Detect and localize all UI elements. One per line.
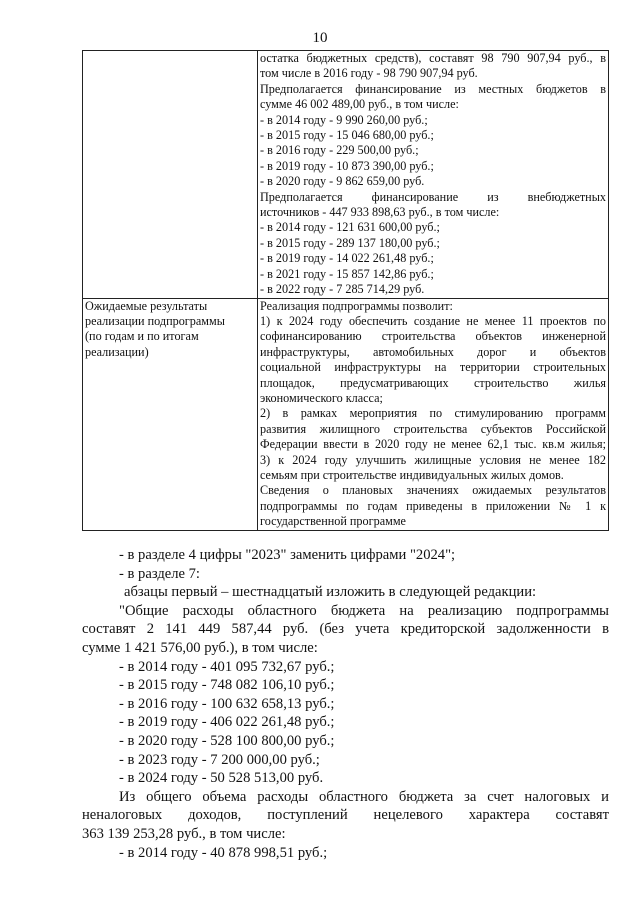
document-body <box>82 546 609 862</box>
text-line: сумме 46 002 489,00 руб., в том числе: <box>260 97 459 112</box>
table-cell-left <box>83 298 258 530</box>
text-line: Реализация подпрограммы позволит: <box>260 298 453 313</box>
text-line: экономического класса; <box>260 390 383 405</box>
text-line: - в 2024 году - 50 528 513,00 руб. <box>119 770 324 787</box>
text-line: - в 2014 году - 40 878 998,51 руб.; <box>119 844 328 861</box>
text-line: 3) к 2024 году улучшить жилищные условия не менее 182 <box>260 452 606 467</box>
text-line: том числе в 2016 году - 98 790 907,94 руб. <box>260 66 478 81</box>
text-line: "Общие расходы областного бюджета на реализацию подпрограммы <box>119 602 609 619</box>
text-line: - в 2023 году - 7 200 000,00 руб.; <box>119 751 320 768</box>
text-line: инфраструктуры, автомобильных дорог и объектов <box>260 344 606 359</box>
text-line: - в 2014 году - 121 631 600,00 руб.; <box>260 220 440 235</box>
text-line: - в 2020 году - 9 862 659,00 руб. <box>260 174 425 189</box>
text-line: - в 2019 году - 406 022 261,48 руб.; <box>119 714 335 731</box>
text-line: - в 2015 году - 289 137 180,00 руб.; <box>260 235 440 250</box>
text-line: реализации) <box>85 344 149 359</box>
text-line: абзацы первый – шестнадцатый изложить в следующей редакции: <box>124 584 537 601</box>
text-line: - в 2015 году - 15 046 680,00 руб.; <box>260 128 434 143</box>
text-line: - в 2016 году - 100 632 658,13 руб.; <box>119 695 335 712</box>
table-cell-right <box>258 51 609 299</box>
text-line: - в 2016 году - 229 500,00 руб.; <box>260 143 419 158</box>
text-line: - в 2020 году - 528 100 800,00 руб.; <box>119 732 335 749</box>
text-line: семьям при строительстве индивидуальных жилых домов. <box>260 467 564 482</box>
text-line: сумме 1 421 576,00 руб.), в том числе: <box>82 639 318 656</box>
text-line: - в 2019 году - 10 873 390,00 руб.; <box>260 158 434 173</box>
text-line: Ожидаемые результаты <box>85 298 208 313</box>
text-line: неналоговых доходов, поступлений нецелевого характера составят <box>82 807 609 824</box>
table-cell-right <box>258 298 609 530</box>
text-line: - в 2021 году - 15 857 142,86 руб.; <box>260 266 434 281</box>
text-line: (по годам и по итогам <box>85 329 199 344</box>
text-line: 2) в рамках мероприятия по стимулированию программ <box>260 406 606 421</box>
table-row <box>83 51 609 299</box>
text-line: составят 2 141 449 587,44 руб. (без учета кредиторской задолженности в <box>82 621 609 638</box>
text-line: Сведения о плановых значениях ожидаемых результатов <box>260 483 606 498</box>
text-line: 363 139 253,28 руб., в том числе: <box>82 825 286 842</box>
text-line: подпрограммы по годам приведены в приложении № 1 к <box>260 498 606 513</box>
text-line: Предполагается финансирование из внебюджетных <box>260 189 606 204</box>
text-line: - в разделе 4 цифры "2023" заменить цифрами "2024"; <box>119 547 456 563</box>
text-line: - в 2014 году - 9 990 260,00 руб.; <box>260 112 428 127</box>
text-line: остатка бюджетных средств), составят 98 790 907,94 руб., в <box>260 51 606 65</box>
text-line: развития жилищного строительства субъектов Российской <box>260 421 606 436</box>
text-line: государственной программе <box>260 514 406 529</box>
text-line: - в 2014 году - 401 095 732,67 руб.; <box>119 658 335 675</box>
text-line: - в 2022 году - 7 285 714,29 руб. <box>260 282 425 297</box>
text-line: Предполагается финансирование из местных бюджетов в <box>260 81 606 96</box>
text-line: - в разделе 7: <box>119 565 200 582</box>
page-number: 10 <box>312 30 328 46</box>
text-line: - в 2019 году - 14 022 261,48 руб.; <box>260 251 434 266</box>
text-line: площадок, предусматривающих строительство жилья <box>260 375 606 390</box>
text-line: Из общего объема расходы областного бюджета за счет налоговых и <box>119 788 609 805</box>
table-row <box>83 298 609 530</box>
passport-table <box>82 50 609 531</box>
text-line: - в 2015 году - 748 082 106,10 руб.; <box>119 677 335 694</box>
text-line: 1) к 2024 году обеспечить создание не менее 11 проектов по <box>260 313 606 328</box>
text-line: Федерации ввести в 2020 году не менее 62,1 тыс. кв.м жилья; <box>260 437 606 452</box>
text-line: софинансированию строительства объектов инженерной <box>260 329 606 344</box>
text-line: социальной инфраструктуры на территории строительных <box>260 360 606 375</box>
table-cell-left <box>83 51 258 299</box>
text-line: источников - 447 933 898,63 руб., в том числе: <box>260 205 500 220</box>
text-line: реализации подпрограммы <box>85 313 225 328</box>
